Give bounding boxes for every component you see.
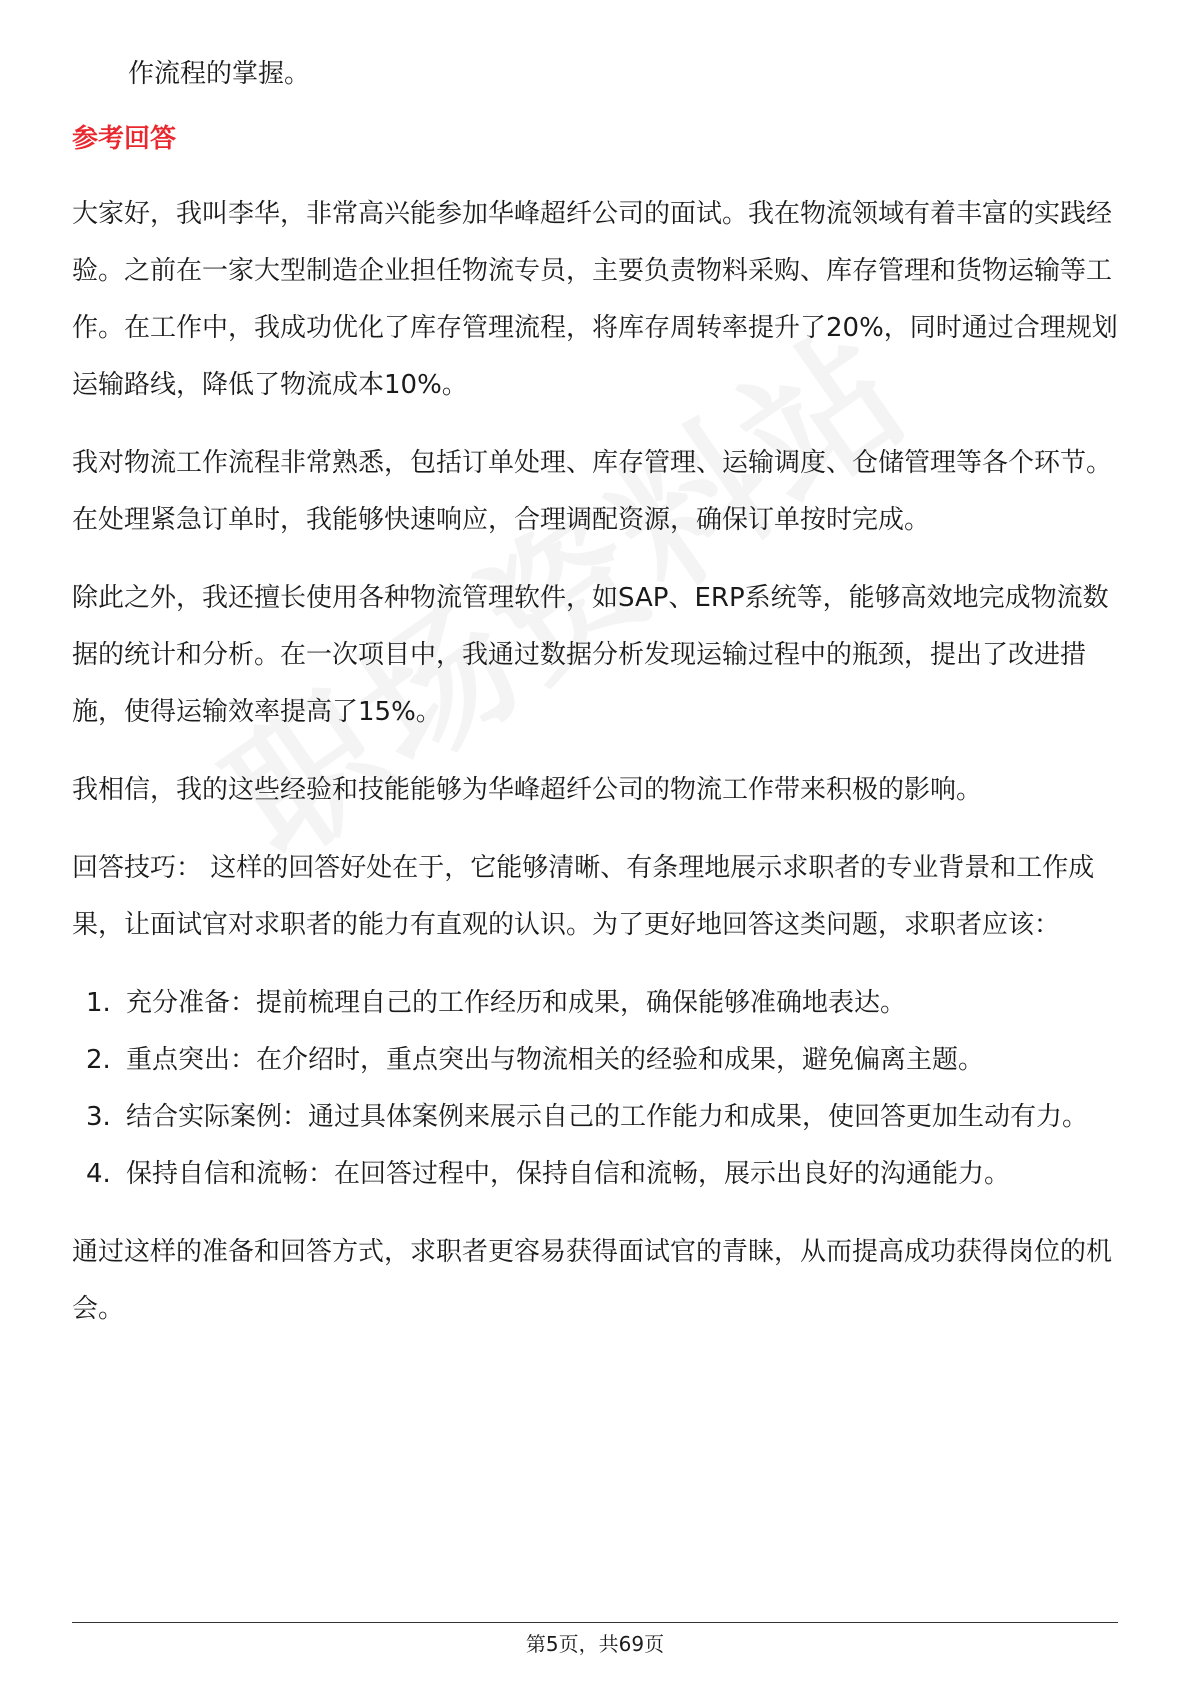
paragraph-workflow: 我对物流工作流程非常熟悉，包括订单处理、库存管理、运输调度、仓储管理等各个环节。在处理紧急订单时，我能够快速响应，合理调配资源，确保订单按时完成。: [72, 448, 1113, 535]
list-item: [72, 1146, 1118, 1203]
paragraph-software: 除此之外，我还擅长使用各种物流管理软件，如SAP、ERP系统等，能够高效地完成物流数据的统计和分析。在一次项目中，我通过数据分析发现运输过程中的瓶颈，提出了改进措施，使得运输效率提高了15%。: [72, 583, 1109, 727]
page-number: 第5页，共69页: [525, 1632, 665, 1656]
list-number: 2.: [86, 1045, 111, 1075]
list-number: 3.: [86, 1102, 111, 1132]
list-item-text: 结合实际案例：通过具体案例来展示自己的工作能力和成果，使回答更加生动有力。: [126, 1102, 1089, 1132]
page-content: [72, 46, 1118, 1359]
section-title: 参考回答: [72, 124, 177, 154]
list-item-text: 重点突出：在介绍时，重点突出与物流相关的经验和成果，避免偏离主题。: [126, 1045, 985, 1075]
paragraph-intro: 大家好，我叫李华，非常高兴能参加华峰超纤公司的面试。我在物流领域有着丰富的实践经验。之前在一家大型制造企业担任物流专员，主要负责物料采购、库存管理和货物运输等工作。在工作中，我成功优化了库存管理流程，将库存周转率提升了20%，同时通过合理规划运输路线，降低了物流成本10%。: [72, 199, 1118, 400]
paragraph-belief: 我相信，我的这些经验和技能能够为华峰超纤公司的物流工作带来积极的影响。: [72, 775, 983, 805]
list-item-text: 充分准备：提前梳理自己的工作经历和成果，确保能够准确地表达。: [126, 988, 907, 1018]
list-number: 1.: [86, 988, 111, 1018]
paragraph-tips-intro: 回答技巧： 这样的回答好处在于，它能够清晰、有条理地展示求职者的专业背景和工作成果，让面试官对求职者的能力有直观的认识。为了更好地回答这类问题，求职者应该：: [72, 853, 1095, 940]
list-item-text: 保持自信和流畅：在回答过程中，保持自信和流畅，展示出良好的沟通能力。: [126, 1159, 1011, 1189]
tips-list: [72, 975, 1118, 1203]
paragraph-closing: 通过这样的准备和回答方式，求职者更容易获得面试官的青睐，从而提高成功获得岗位的机会。: [72, 1237, 1113, 1324]
list-number: 4.: [86, 1159, 111, 1189]
footer-divider: [72, 1622, 1118, 1623]
list-item: [72, 975, 1118, 1032]
continuation-line: 作流程的掌握。: [128, 59, 311, 89]
list-item: [72, 1089, 1118, 1146]
list-item: [72, 1032, 1118, 1089]
